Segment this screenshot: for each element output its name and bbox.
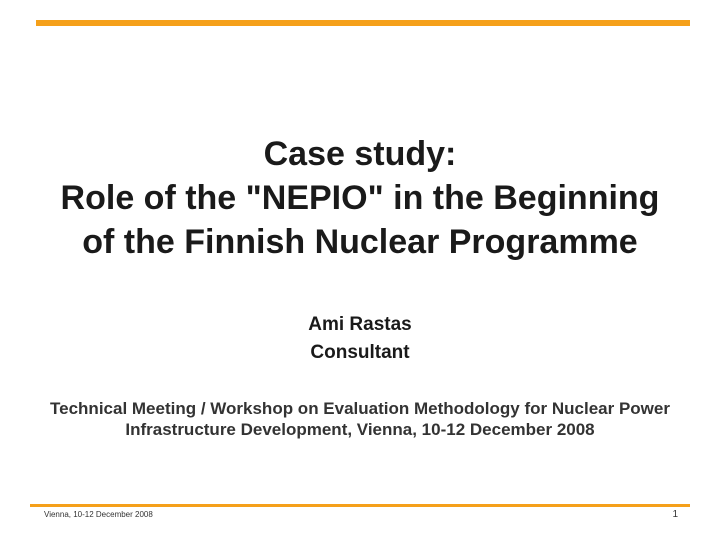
top-accent-rule (36, 20, 690, 26)
event-line-2: Infrastructure Development, Vienna, 10-12 December 2008 (125, 420, 595, 439)
title-line-2: Role of the "NEPIO" in the Beginning (60, 179, 660, 217)
event-description (0, 398, 720, 440)
footer-date-location: Vienna, 10-12 December 2008 (44, 510, 153, 519)
event-line-1: Technical Meeting / Workshop on Evaluation Methodology for Nuclear Power (50, 399, 670, 418)
footer-accent-rule (30, 504, 690, 507)
title-line-1: Case study: (263, 135, 457, 173)
title-line-3: of the Finnish Nuclear Programme (82, 223, 638, 261)
author-name: Ami Rastas (308, 314, 412, 335)
author-role: Consultant (310, 342, 410, 363)
slide-title (0, 132, 720, 264)
page-number: 1 (672, 509, 678, 520)
author-block (0, 311, 720, 367)
